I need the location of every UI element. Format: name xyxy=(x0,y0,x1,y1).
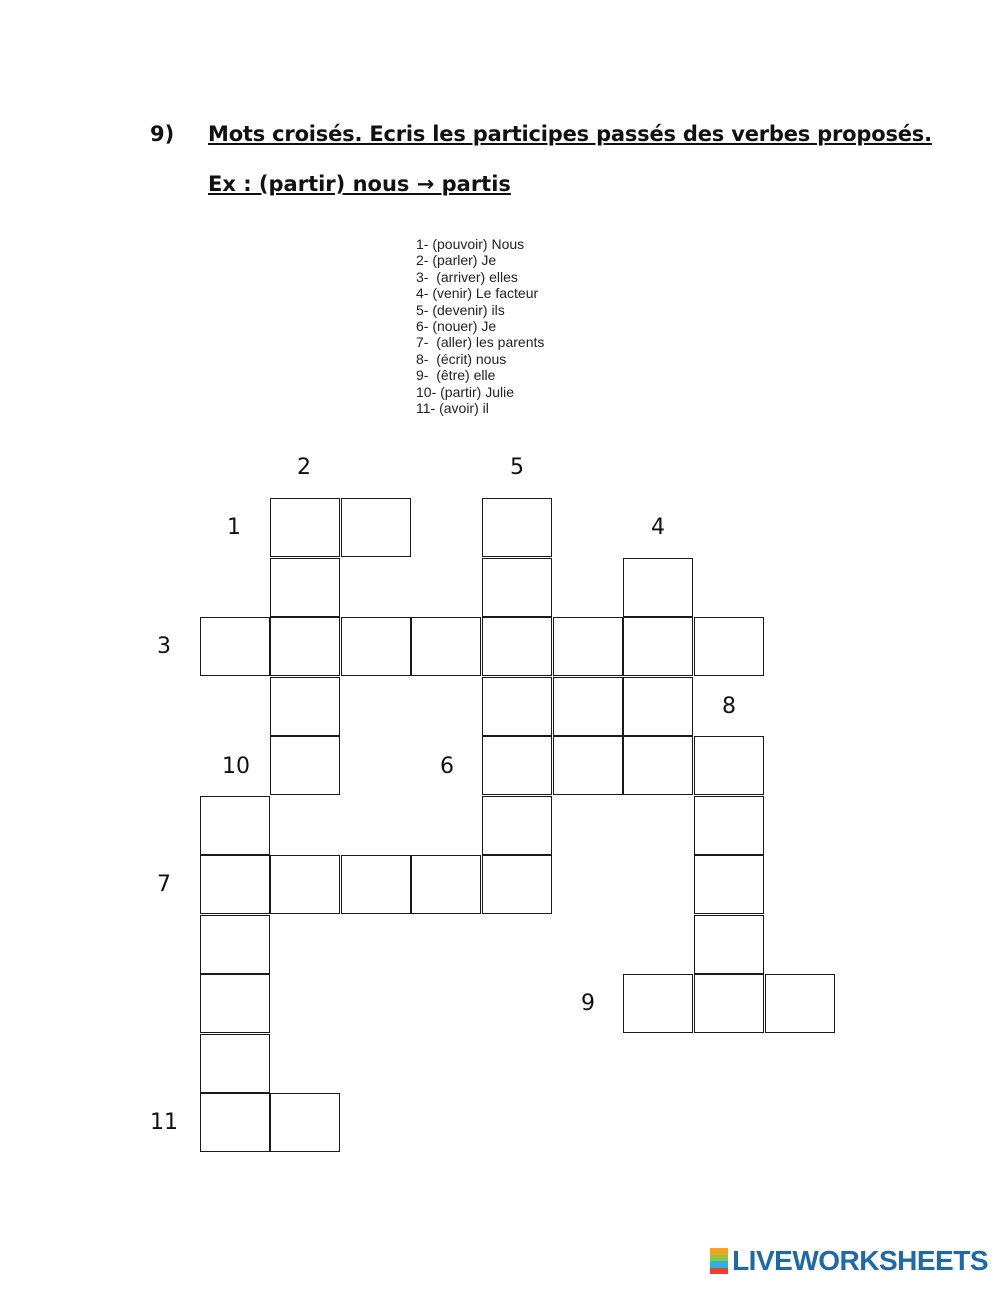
grid-number-11: 11 xyxy=(150,1110,178,1135)
crossword-cell[interactable] xyxy=(200,796,270,855)
crossword-cell[interactable] xyxy=(694,974,764,1033)
crossword-cell[interactable] xyxy=(482,855,552,914)
crossword-cell[interactable] xyxy=(270,736,340,795)
crossword-cell[interactable] xyxy=(765,974,835,1033)
crossword-cell[interactable] xyxy=(694,796,764,855)
crossword-cell[interactable] xyxy=(341,855,411,914)
grid-number-1: 1 xyxy=(227,515,241,540)
crossword-cell[interactable] xyxy=(270,617,340,676)
grid-number-4: 4 xyxy=(651,515,665,540)
crossword-cell[interactable] xyxy=(553,677,623,736)
crossword-cell[interactable] xyxy=(200,974,270,1033)
crossword-cell[interactable] xyxy=(623,617,693,676)
crossword-cell[interactable] xyxy=(341,498,411,557)
clue-4: 4- (venir) Le facteur xyxy=(416,285,539,302)
crossword-cell[interactable] xyxy=(270,498,340,557)
crossword-cell[interactable] xyxy=(482,498,552,557)
grid-number-9: 9 xyxy=(581,991,595,1016)
clue-5: 5- (devenir) ils xyxy=(416,301,505,318)
crossword-cell[interactable] xyxy=(200,1093,270,1152)
logo-text: LIVEWORKSHEETS xyxy=(732,1245,988,1276)
crossword-cell[interactable] xyxy=(270,855,340,914)
crossword-cell[interactable] xyxy=(270,677,340,736)
crossword-cell[interactable] xyxy=(694,736,764,795)
crossword-cell[interactable] xyxy=(623,736,693,795)
clue-3: 3- (arriver) elles xyxy=(416,268,518,285)
grid-number-5: 5 xyxy=(510,455,524,480)
clue-2: 2- (parler) Je xyxy=(416,252,497,269)
clue-8: 8- (écrit) nous xyxy=(416,350,507,367)
question-number: 9) xyxy=(150,122,175,146)
crossword-cell[interactable] xyxy=(694,915,764,974)
crossword-cell[interactable] xyxy=(553,617,623,676)
crossword-cell[interactable] xyxy=(482,796,552,855)
grid-number-2: 2 xyxy=(297,455,311,480)
clue-10: 10- (partir) Julie xyxy=(416,383,515,400)
crossword-cell[interactable] xyxy=(553,736,623,795)
grid-number-6: 6 xyxy=(440,754,454,779)
crossword-cell[interactable] xyxy=(200,915,270,974)
clue-9: 9- (être) elle xyxy=(416,367,496,384)
clue-6: 6- (nouer) Je xyxy=(416,318,497,335)
crossword-cell[interactable] xyxy=(623,677,693,736)
crossword-cell[interactable] xyxy=(482,736,552,795)
crossword-cell[interactable] xyxy=(411,855,481,914)
question-title: Mots croisés. Ecris les participes passés des verbes proposés. xyxy=(208,122,932,146)
liveworksheets-logo xyxy=(710,1241,988,1281)
crossword-cell[interactable] xyxy=(623,558,693,617)
grid-number-7: 7 xyxy=(157,872,171,897)
grid-number-10: 10 xyxy=(222,754,250,779)
crossword-cell[interactable] xyxy=(341,617,411,676)
clue-1: 1- (pouvoir) Nous xyxy=(416,236,525,252)
crossword-cell[interactable] xyxy=(694,617,764,676)
crossword-cell[interactable] xyxy=(200,855,270,914)
crossword-cell[interactable] xyxy=(411,617,481,676)
crossword-cell[interactable] xyxy=(270,558,340,617)
question-example: Ex : (partir) nous → partis xyxy=(208,172,511,196)
logo-mark-icon xyxy=(710,1248,728,1274)
crossword-cell[interactable] xyxy=(694,855,764,914)
crossword-cell[interactable] xyxy=(623,974,693,1033)
grid-number-8: 8 xyxy=(722,694,736,719)
crossword-cell[interactable] xyxy=(270,1093,340,1152)
clue-list xyxy=(416,236,544,416)
crossword-cell[interactable] xyxy=(482,617,552,676)
clue-7: 7- (aller) les parents xyxy=(416,334,545,351)
crossword-cell[interactable] xyxy=(200,1034,270,1093)
crossword-cell[interactable] xyxy=(200,617,270,676)
grid-number-3: 3 xyxy=(157,634,171,659)
crossword-cell[interactable] xyxy=(482,558,552,617)
clue-11: 11- (avoir) il xyxy=(416,400,489,417)
crossword-cell[interactable] xyxy=(482,677,552,736)
